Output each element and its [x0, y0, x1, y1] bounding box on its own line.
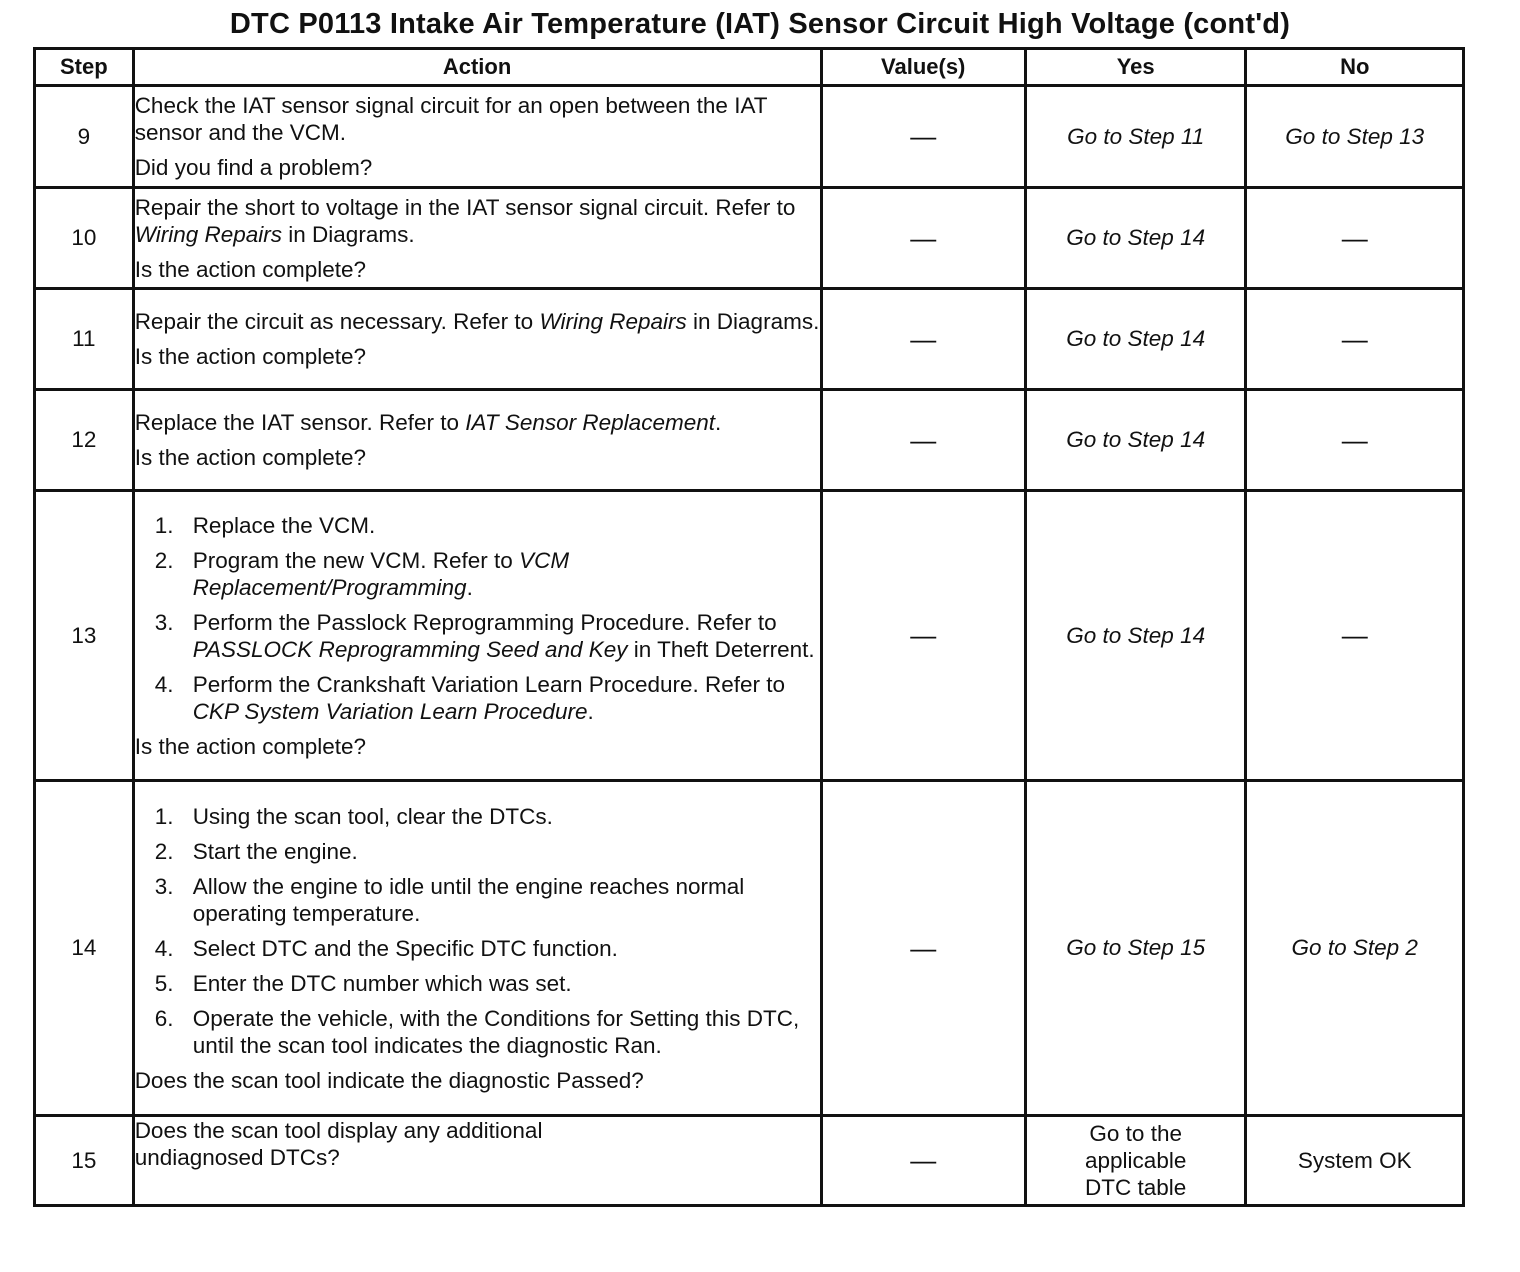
- list-text: .: [587, 698, 594, 724]
- list-number: 1.: [154, 803, 174, 829]
- yes-cell: Go to Step 11: [1025, 86, 1246, 188]
- value-cell: —: [821, 390, 1025, 491]
- action-text-part: Repair the short to voltage in the IAT sensor signal circuit. Refer to: [134, 194, 796, 220]
- yes-cell: Go to Step 14: [1025, 390, 1246, 491]
- step-number: 9: [35, 86, 134, 188]
- list-item: [135, 1005, 820, 1059]
- action-prompt: Is the action complete?: [134, 445, 367, 470]
- header-yes: Yes: [1025, 49, 1246, 86]
- list-text: Program the new VCM. Refer to: [192, 547, 520, 573]
- action-prompt: Is the action complete?: [134, 344, 367, 369]
- list-item: [135, 512, 820, 539]
- table-row: [35, 1116, 1464, 1206]
- action-cell: [133, 289, 821, 390]
- list-number: 5.: [154, 970, 174, 996]
- no-cell: —: [1246, 289, 1464, 390]
- no-cell: Go to Step 13: [1246, 86, 1464, 188]
- header-row: [35, 49, 1464, 86]
- action-text: [135, 409, 820, 436]
- reference-link: VCM Replacement/Programming: [192, 547, 570, 600]
- list-item: [135, 873, 820, 927]
- list-item: [135, 609, 820, 663]
- list-text: Operate the vehicle, with the Conditions for Setting this DTC, until the scan tool indicates the diagnostic Ran.: [192, 1005, 800, 1058]
- action-cell: [133, 781, 821, 1116]
- reference-link: IAT Sensor Replacement: [465, 410, 715, 435]
- action-text: [135, 308, 820, 335]
- yes-text: Go to the applicable DTC table: [1085, 1121, 1187, 1200]
- list-text: in Theft Deterrent.: [627, 636, 815, 662]
- action-text-part: Repair the circuit as necessary. Refer to: [134, 309, 540, 334]
- table-row: [35, 781, 1464, 1116]
- action-prompt: Does the scan tool indicate the diagnostic Passed?: [134, 1067, 644, 1093]
- reference-link: PASSLOCK Reprogramming Seed and Key: [192, 636, 628, 662]
- header-values: Value(s): [821, 49, 1025, 86]
- list-item: [135, 935, 820, 962]
- list-item: [135, 970, 820, 997]
- table-row: [35, 491, 1464, 781]
- action-text-part: Replace the IAT sensor. Refer to: [134, 410, 466, 435]
- page-title: DTC P0113 Intake Air Temperature (IAT) Sensor Circuit High Voltage (cont'd): [229, 8, 1291, 40]
- table-row: [35, 390, 1464, 491]
- list-number: 4.: [154, 935, 174, 961]
- action-cell: [133, 86, 821, 188]
- procedure-list: [135, 803, 820, 1059]
- action-text: [135, 194, 820, 248]
- list-item: [135, 803, 820, 830]
- no-cell: —: [1246, 491, 1464, 781]
- no-cell: Go to Step 2: [1246, 781, 1464, 1116]
- yes-cell: [1025, 1116, 1246, 1206]
- step-number: 10: [35, 188, 134, 289]
- value-cell: —: [821, 781, 1025, 1116]
- table-row: [35, 188, 1464, 289]
- procedure-list: [135, 512, 820, 725]
- list-text: Using the scan tool, clear the DTCs.: [192, 803, 553, 829]
- list-text: Select DTC and the Specific DTC function.: [192, 935, 618, 961]
- no-cell: —: [1246, 390, 1464, 491]
- yes-cell: Go to Step 14: [1025, 289, 1246, 390]
- action-cell: [133, 188, 821, 289]
- list-item: [135, 547, 820, 601]
- list-text: Start the engine.: [192, 838, 358, 864]
- reference-link: CKP System Variation Learn Procedure: [192, 698, 588, 724]
- diagnostic-table: [33, 47, 1465, 1207]
- value-cell: —: [821, 491, 1025, 781]
- table-row: [35, 86, 1464, 188]
- list-number: 1.: [154, 512, 174, 538]
- no-cell: —: [1246, 188, 1464, 289]
- header-step: Step: [35, 49, 134, 86]
- list-number: 6.: [154, 1005, 174, 1031]
- action-cell: [133, 390, 821, 491]
- list-number: 3.: [154, 609, 174, 635]
- list-number: 3.: [154, 873, 174, 899]
- list-number: 2.: [154, 547, 174, 573]
- action-text-part: .: [714, 410, 722, 435]
- no-cell: System OK: [1246, 1116, 1464, 1206]
- step-number: 12: [35, 390, 134, 491]
- action-text-part: in Diagrams.: [686, 309, 820, 334]
- action-text: Does the scan tool display any additional undiagnosed DTCs?: [134, 1118, 543, 1170]
- list-item: [135, 671, 820, 725]
- action-prompt: Is the action complete?: [134, 733, 367, 759]
- reference-link: Wiring Repairs: [134, 221, 283, 247]
- step-number: 14: [35, 781, 134, 1116]
- list-number: 2.: [154, 838, 174, 864]
- reference-link: Wiring Repairs: [539, 309, 687, 334]
- list-text: Replace the VCM.: [192, 512, 376, 538]
- action-text-part: in Diagrams.: [282, 221, 415, 247]
- list-text: Enter the DTC number which was set.: [192, 970, 572, 996]
- value-cell: —: [821, 188, 1025, 289]
- action-prompt: Is the action complete?: [134, 256, 367, 282]
- value-cell: —: [821, 289, 1025, 390]
- step-number: 15: [35, 1116, 134, 1206]
- step-number: 13: [35, 491, 134, 781]
- action-cell: [133, 491, 821, 781]
- yes-cell: Go to Step 15: [1025, 781, 1246, 1116]
- list-number: 4.: [154, 671, 174, 697]
- list-text: .: [466, 574, 473, 600]
- step-number: 11: [35, 289, 134, 390]
- header-action: Action: [133, 49, 821, 86]
- list-text: Allow the engine to idle until the engine reaches normal operating temperature.: [192, 873, 745, 926]
- value-cell: —: [821, 1116, 1025, 1206]
- action-text: Check the IAT sensor signal circuit for an open between the IAT sensor and the VCM.: [134, 93, 768, 145]
- list-item: [135, 838, 820, 865]
- action-cell: [133, 1116, 821, 1206]
- action-prompt: Did you find a problem?: [134, 155, 373, 180]
- list-text: Perform the Crankshaft Variation Learn Procedure. Refer to: [192, 671, 786, 697]
- list-text: Perform the Passlock Reprogramming Procedure. Refer to: [192, 609, 777, 635]
- yes-cell: Go to Step 14: [1025, 188, 1246, 289]
- yes-cell: Go to Step 14: [1025, 491, 1246, 781]
- table-row: [35, 289, 1464, 390]
- header-no: No: [1246, 49, 1464, 86]
- value-cell: —: [821, 86, 1025, 188]
